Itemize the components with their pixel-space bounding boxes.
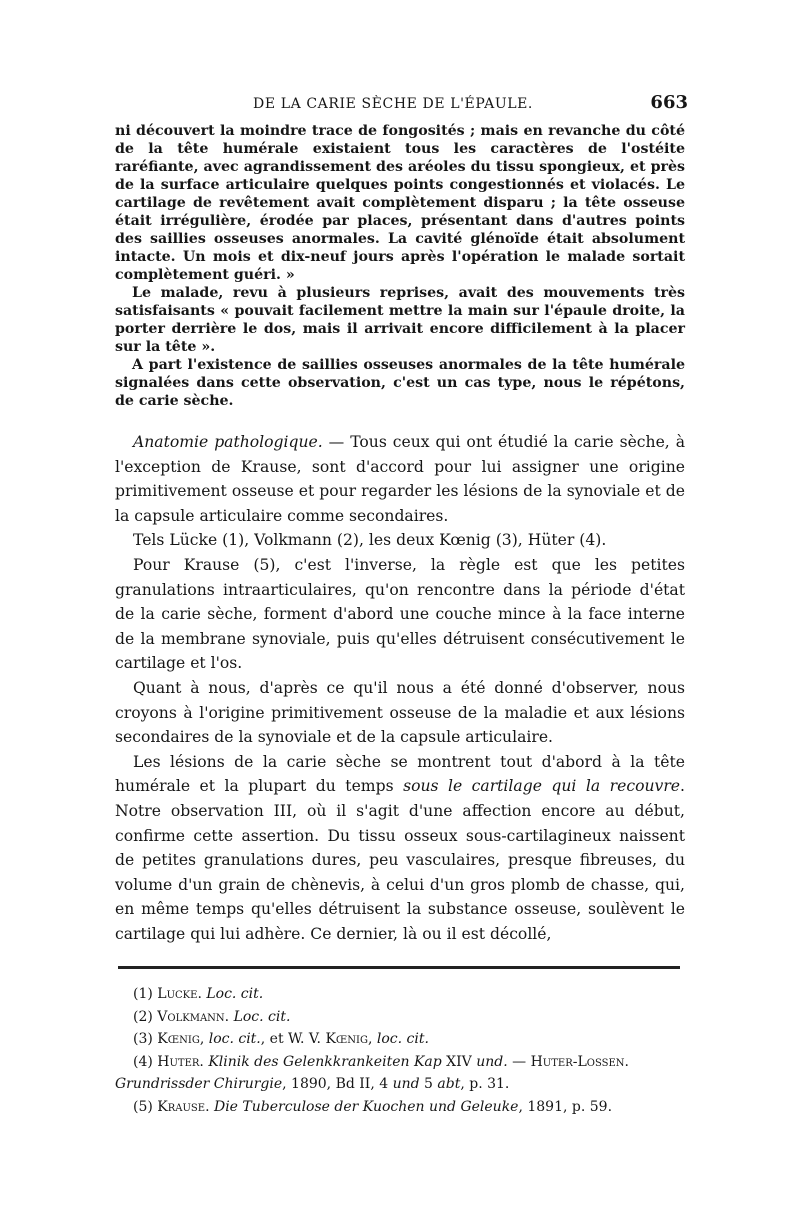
section-intro-paragraph bbox=[115, 430, 685, 528]
section-heading: Anatomie pathologique. bbox=[133, 433, 323, 451]
footnotes bbox=[115, 983, 685, 1118]
quoted-paragraph: A part l'existence de saillies osseuses anormales de la tête humérale signalées dans cette observation, c'est un cas type, nous le répétons, de carie sèche. bbox=[115, 357, 685, 409]
body-paragraph bbox=[115, 750, 685, 947]
body-text: Les lésions de la carie sèche se montrent tout d'abord à la tête humérale et la plupart du temps bbox=[115, 752, 685, 796]
quoted-paragraph: Le malade, revu à plusieurs reprises, avait des mouvements très satisfaisants « pouvait facilement mettre la main sur l'épaule droite, la porter derrière le dos, mais il arrivait encore difficilement à la placer sur la tête ». bbox=[115, 285, 685, 355]
footnote-3: (3) Kœnig, loc. cit., et W. V. Kœnig, loc. cit. bbox=[133, 1031, 429, 1048]
body-paragraph: Tels Lücke (1), Volkmann (2), les deux Kœnig (3), Hüter (4). bbox=[133, 531, 607, 550]
body-paragraph: Pour Krause (5), c'est l'inverse, la règle est que les petites granulations intraarticulaires, qu'on rencontre dans la période d'état de la carie sèche, forment d'abord une couche mince à la face interne de la membrane synoviale, puis qu'elles détruisent consécutivement le cartilage et l'os. bbox=[115, 555, 685, 673]
footnote-2: (2) Volkmann. Loc. cit. bbox=[133, 1008, 291, 1025]
footnote-5: (5) Krause. Die Tuberculose der Kuochen und Geleuke, 1891, p. 59. bbox=[133, 1098, 613, 1115]
emphasis-text: sous le cartilage qui la recouvre bbox=[403, 777, 681, 796]
running-title: DE LA CARIE SÈCHE DE L'ÉPAULE. bbox=[253, 96, 533, 112]
body-paragraph: Quant à nous, d'après ce qu'il nous a été donné d'observer, nous croyons à l'origine primitivement osseuse de la maladie et aux lésions secondaires de la synoviale et de la capsule articulaire. bbox=[115, 678, 685, 747]
book-page bbox=[115, 92, 688, 1118]
page-number: 663 bbox=[650, 92, 688, 113]
footnote-1: (1) Lucke. Loc. cit. bbox=[133, 986, 264, 1003]
footnote-rule bbox=[118, 966, 680, 969]
page-header bbox=[115, 92, 688, 120]
body-text: . Notre observation III, où il s'agit d'une affection encore au début, confirme cette assertion. Du tissu osseux sous-cartilagineux naissent de petites granulations dures, peu vasculaires, presque fibreuses, du volume d'un grain de chènevis, à celui d'un gros plomb de chasse, qui, en même temps qu'elles détruisent la substance osseuse, soulèvent le cartilage qui lui adhère. Ce dernier, là ou il est décollé, bbox=[115, 777, 685, 943]
main-text bbox=[115, 430, 685, 946]
quoted-observation bbox=[115, 122, 685, 410]
section-intro-text: — Tous ceux qui ont étudié la carie sèche, à l'exception de Krause, sont d'accord pour lui assigner une origine primitivement osseuse et pour regarder les lésions de la synoviale et de la capsule articulaire comme secondaires. bbox=[115, 433, 685, 525]
footnote-4: (4) Huter. Klinik des Gelenkkrankeiten Kap XIV und. — Huter-Lossen. Grundrissder Chirurgie, 1890, Bd II, 4 und 5 abt, p. 31. bbox=[115, 1053, 629, 1093]
quoted-paragraph: ni découvert la moindre trace de fongosités ; mais en revanche du côté de la tête humérale existaient tous les caractères de l'ostéite raréfiante, avec agrandissement des aréoles du tissu spongieux, et près de la surface articulaire quelques points congestionnés et violacés. Le cartilage de revêtement avait complètement disparu ; la tête osseuse était irrégulière, érodée par places, présentant dans d'autres points des saillies osseuses anormales. La cavité glénoïde était absolument intacte. Un mois et dix-neuf jours après l'opération le malade sortait complètement guéri. » bbox=[115, 123, 685, 283]
